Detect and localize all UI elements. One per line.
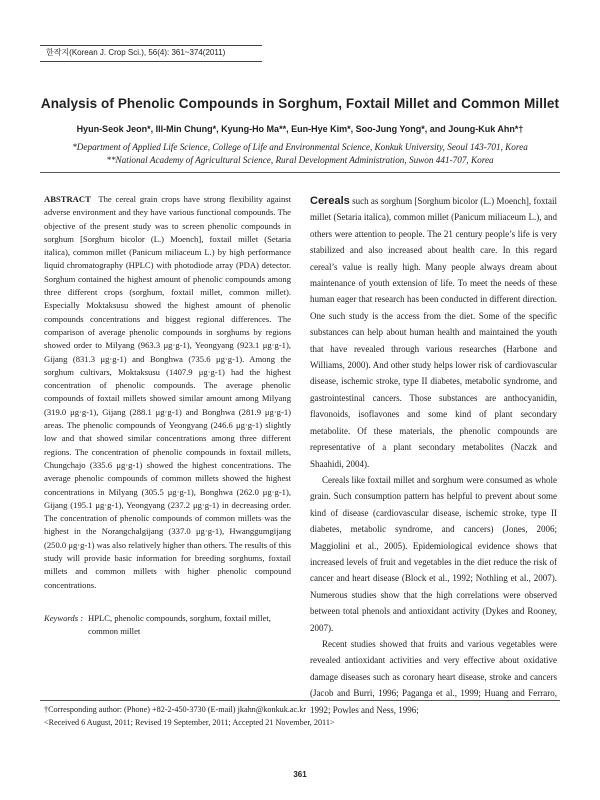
abstract-section <box>44 193 291 592</box>
keywords-text: HPLC, phenolic compounds, sorghum, foxtail millet, common millet <box>88 613 271 637</box>
footnote-divider <box>40 700 560 701</box>
page-number: 361 <box>293 770 307 779</box>
keywords-label: Keywords : <box>44 613 84 623</box>
corresponding-author-note: †Corresponding author: (Phone) +82-2-450-3730 (E-mail) jkahn@konkuk.ac.kr <box>44 705 307 714</box>
affiliation-2: **National Academy of Agricultural Science, Rural Development Administration, Suwon 441-707, Korea <box>106 155 494 165</box>
intro-paragraph-1: such as sorghum [Sorghum bicolor (L.) Moench], foxtail millet (Setaria italica), common millet (Panicum miliaceum L.), and others were attention to people. The 21 century people’s life is very stabilized and also increased about health care. In this regard cereal’s value is really high. Many people always dream about maintenance of youth extension of life. To meet the needs of these human eager that research has been conducted in different direction. One such study is the access from the diet. Some of the specific substances can help about human health and maintained the youth that have revealed through various researches (Harbone and Williams, 2000). And other study helps lower risk of cardiovascular disease, ischemic stroke, type II diabetes, metabolic syndrome, and gastrointestinal cancers. Those substances are anthocyanidin, flavonoids, isoflavones and some kind of plant secondary metabolite. Of these materials, the phenolic compounds are representative of a plant secondary metabolites (Naczk and Shaahidi, 2004). <box>310 196 557 469</box>
introduction-section <box>310 193 557 718</box>
journal-reference: 한작지(Korean J. Crop Sci.), 56(4): 361~374(2011) <box>40 47 262 62</box>
intro-paragraph-2: Cereals like foxtail millet and sorghum were consumed as whole grain. Such consumption pattern has helpful to prevent about some kind of disease (cardiovascular disease, ischemic stroke, type II diabetes, metabolic syndrome, and cancers) (Jones, 2006; Maggiolini et al., 2005). Epidemiological evidence shows that increased levels of fruit and vegetables in the diet reduce the risk of cancer and heart disease (Block et al., 1992; Nothling et al., 2007). Numerous studies show that the high correlations were observed between total phenols and antioxidant activity (Dykes and Rooney, 2007). <box>310 474 557 633</box>
paper-title: Analysis of Phenolic Compounds in Sorghum, Foxtail Millet and Common Millet <box>40 96 560 111</box>
header-divider <box>40 172 560 173</box>
author-list: Hyun-Seok Jeon*, Ill-Min Chung*, Kyung-Ho Ma**, Eun-Hye Kim*, Soo-Jung Yong*, and Joung-Kuk Ahn*† <box>76 124 524 134</box>
affiliation-1: *Department of Applied Life Science, College of Life and Environmental Science, Konkuk University, Seoul 143-701, Korea <box>72 142 528 152</box>
abstract-text: The cereal grain crops have strong flexibility against adverse environment and they have various functional compounds. The objective of the present study was to screen phenolic compounds in sorghum [Sorghum bicolor (L.) Moench], foxtail millet (Setaria italica), common millet (Panicum miliaceum L.) by high performance liquid chromatography (HPLC) with photodiode array (PDA) detector. Sorghum contained the highest amount of phenolic compounds among three different crops (sorghum, foxtail millet, common millet). Especially Moktaksusu showed the highest amount of phenolic compounds concentrations and biggest regional differences. The comparison of average phenolic compounds in sorghums by regions showed order to Milyang (963.3 μg·g-1), Yeongyang (923.1 μg·g-1), Gijang (831.3 μg·g-1) and Bonghwa (735.6 μg·g-1). Among the sorghum cultivars, Moktaksusu (1407.9 μg·g-1) had the highest concentration of phenolic compounds. The average phenolic compounds of foxtail millets showed similar amount among Milyang (319.0 μg·g-1), Gijang (288.1 μg·g-1) and Bonghwa (281.9 μg·g-1) areas. The phenolic compounds of Yeongyang (246.6 μg·g-1) slightly low and that showed similar concentrations among three different regions. The concentration of phenolic compounds in foxtail millets, Chungchajo (335.6 μg·g-1) showed the highest concentrations. The average phenolic compounds of common millets showed the highest concentrations in Milyang (305.5 μg·g-1), Bonghwa (262.0 μg·g-1), Gijang (195.1 μg·g-1), Yeongyang (237.2 μg·g-1) in decreasing order. The concentration of phenolic compounds of common millets was the highest in the Norangchalgijang (337.0 μg·g-1), Hwanggumgijang (250.0 μg·g-1) was also relatively higher than others. The results of this study will provide basic information for breeding sorghums, foxtail millets and common millets with higher phenolic compound concentrations. <box>44 194 291 590</box>
journal-header-rule <box>40 45 262 46</box>
intro-lead-word: Cereals <box>310 195 350 207</box>
received-dates-note: <Received 6 August, 2011; Revised 19 September, 2011; Accepted 21 November, 2011> <box>44 718 335 727</box>
intro-paragraph-3: Recent studies showed that fruits and various vegetables were revealed antioxidant activities and very effective about oxidative damage diseases such as coronary heart disease, stroke and cancers (Jacob and Burri, 1996; Paganga et al., 1999; Huang and Ferraro, 1992; Powles and Ness, 1996; <box>310 638 557 715</box>
keywords-section <box>44 612 291 639</box>
abstract-label: ABSTRACT <box>44 194 91 204</box>
